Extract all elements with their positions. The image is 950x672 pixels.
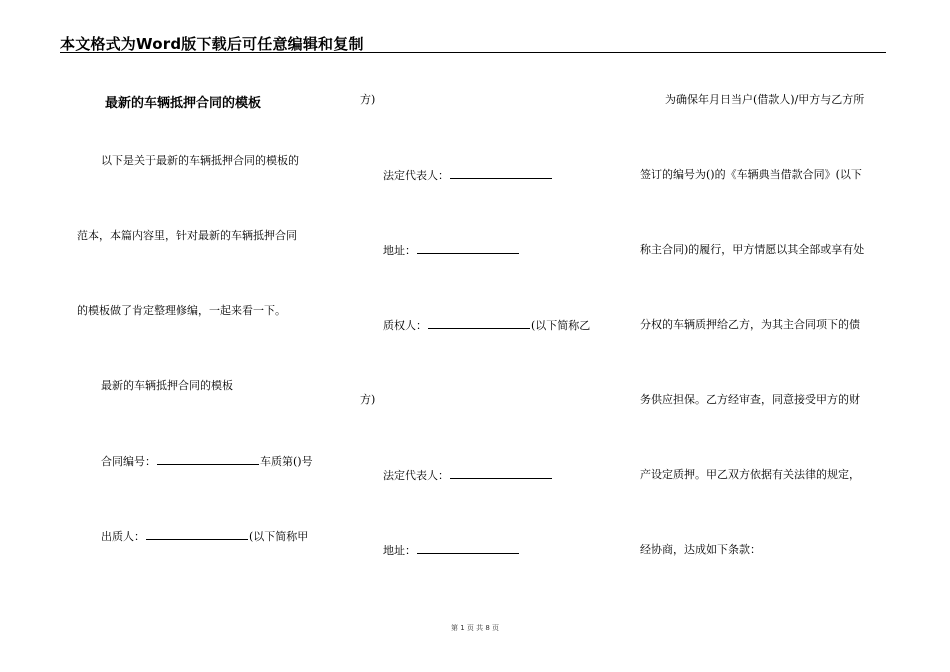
legal-rep-blank: [450, 168, 552, 179]
body-line-2: 签订的编号为()的《车辆典当借款合同》(以下: [640, 168, 862, 181]
document-header: 本文格式为Word版下载后可任意编辑和复制: [60, 35, 364, 53]
header-divider: [60, 52, 886, 53]
page-number: 第 1 页 共 8 页: [450, 624, 500, 632]
contract-number-blank: [157, 454, 259, 465]
party-b-close: 方): [360, 393, 376, 406]
legal-rep-label: 法定代表人：: [383, 469, 449, 482]
pledgee-label: 质权人：: [383, 319, 427, 332]
legal-rep-row-2: [383, 468, 553, 483]
intro-line-2: 范本，本篇内容里，针对最新的车辆抵押合同: [77, 229, 297, 242]
pledgor-suffix: (以下简称甲: [249, 530, 309, 543]
pledgee-suffix: (以下简称乙: [531, 319, 591, 332]
contract-number-label: 合同编号：: [101, 455, 156, 468]
body-line-7: 经协商，达成如下条款：: [640, 543, 761, 556]
contract-number-suffix: 车质第()号: [260, 455, 313, 468]
intro-line-1: 以下是关于最新的车辆抵押合同的模板的: [101, 154, 299, 167]
body-line-5: 务供应担保。乙方经审查，同意接受甲方的财: [640, 393, 860, 406]
body-line-3: 称主合同)的履行，甲方情愿以其全部或享有处: [640, 243, 865, 256]
body-line-4: 分权的车辆质押给乙方，为其主合同项下的债: [640, 318, 860, 331]
legal-rep-blank: [450, 468, 552, 479]
body-line-6: 产设定质押。甲乙双方依据有关法律的规定，: [640, 468, 860, 481]
address-label: 地址：: [383, 244, 416, 257]
address-label: 地址：: [383, 544, 416, 557]
legal-rep-label: 法定代表人：: [383, 169, 449, 182]
party-a-close: 方): [360, 93, 376, 106]
intro-line-3: 的模板做了肯定整理修编，一起来看一下。: [77, 304, 286, 317]
section-subtitle: 最新的车辆抵押合同的模板: [101, 379, 233, 392]
legal-rep-row-1: [383, 168, 553, 183]
address-row-2: [383, 543, 520, 558]
pledgor-label: 出质人：: [101, 530, 145, 543]
pledgor-row: [101, 529, 308, 544]
body-line-1: 为确保年月日当户(借款人)/甲方与乙方所: [665, 93, 865, 106]
pledgee-blank: [428, 318, 530, 329]
address-blank: [417, 243, 519, 254]
address-row-1: [383, 243, 520, 258]
address-blank: [417, 543, 519, 554]
pledgor-blank: [146, 529, 248, 540]
pledgee-row: [383, 318, 590, 333]
document-title: 最新的车辆抵押合同的模板: [105, 96, 262, 111]
contract-number-row: [101, 454, 313, 469]
